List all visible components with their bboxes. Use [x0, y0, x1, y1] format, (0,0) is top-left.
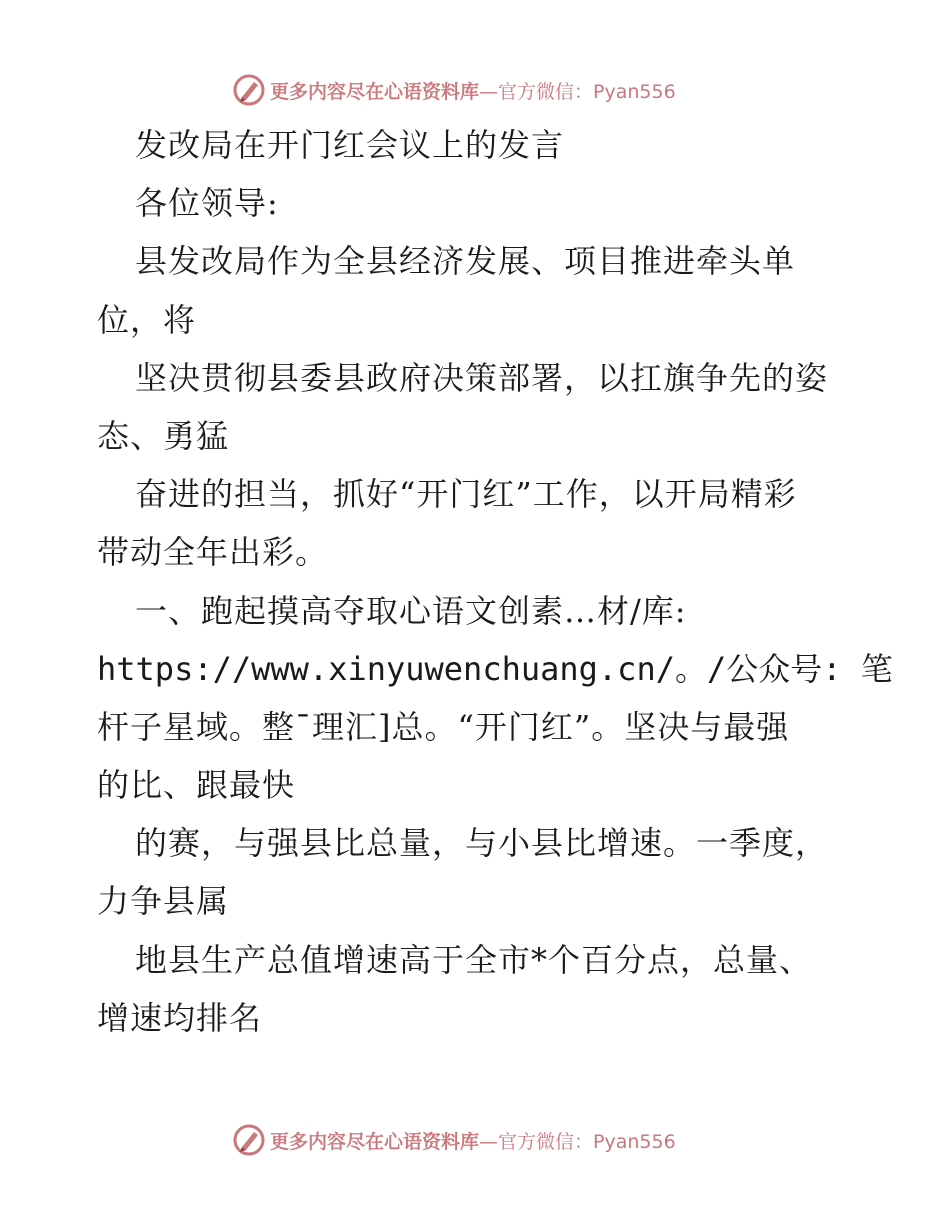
text-line: 的比、跟最快 [97, 766, 296, 805]
footer-banner [232, 1122, 732, 1158]
banner-text [270, 77, 676, 104]
section-heading: 一、跑起摸高夺取心语文创素…材/库: [135, 591, 687, 630]
document-title: 发改局在开门红会议上的发言 [135, 126, 565, 164]
banner-dash: — [479, 80, 499, 103]
banner-dash: — [479, 1130, 499, 1153]
document-body [97, 116, 893, 1047]
banner-site-text: 更多内容尽在心语资料库 [270, 80, 480, 103]
pen-logo-icon [232, 1123, 266, 1157]
text-line: 增速均排名 [97, 998, 263, 1037]
header-banner [232, 72, 732, 108]
banner-wechat-id: Pyan556 [593, 80, 676, 103]
text-line: 奋进的担当，抓好“开门红”工作，以开局精彩 [135, 475, 797, 514]
text-line: 带动全年出彩。 [97, 533, 329, 572]
text-line: 力争县属 [97, 882, 230, 921]
text-line: 态、勇猛 [97, 416, 230, 455]
banner-wechat-id: Pyan556 [593, 1130, 676, 1153]
text-line: 位，将 [97, 300, 197, 339]
text-line: 杆子星域。整¯理汇]总。“开门红”。坚决与最强 [97, 707, 790, 746]
text-line: 的赛，与强县比总量，与小县比增速。一季度， [135, 824, 829, 863]
salutation: 各位领导: [135, 184, 279, 223]
banner-wechat-label: 官方微信： [498, 80, 594, 103]
text-line: 坚决贯彻县委县政府决策部署，以扛旗争先的姿 [135, 358, 829, 397]
banner-wechat-label: 官方微信： [498, 1130, 594, 1153]
url-line: https://www.xinyuwenchuang.cn/。/公众号: 笔 [97, 649, 893, 688]
banner-text [270, 1127, 676, 1154]
banner-site-text: 更多内容尽在心语资料库 [270, 1130, 480, 1153]
text-line: 县发改局作为全县经济发展、项目推进牵头单 [135, 242, 796, 281]
text-line: 地县生产总值增速高于全市*个百分点，总量、 [135, 940, 813, 979]
pen-logo-icon [232, 73, 266, 107]
